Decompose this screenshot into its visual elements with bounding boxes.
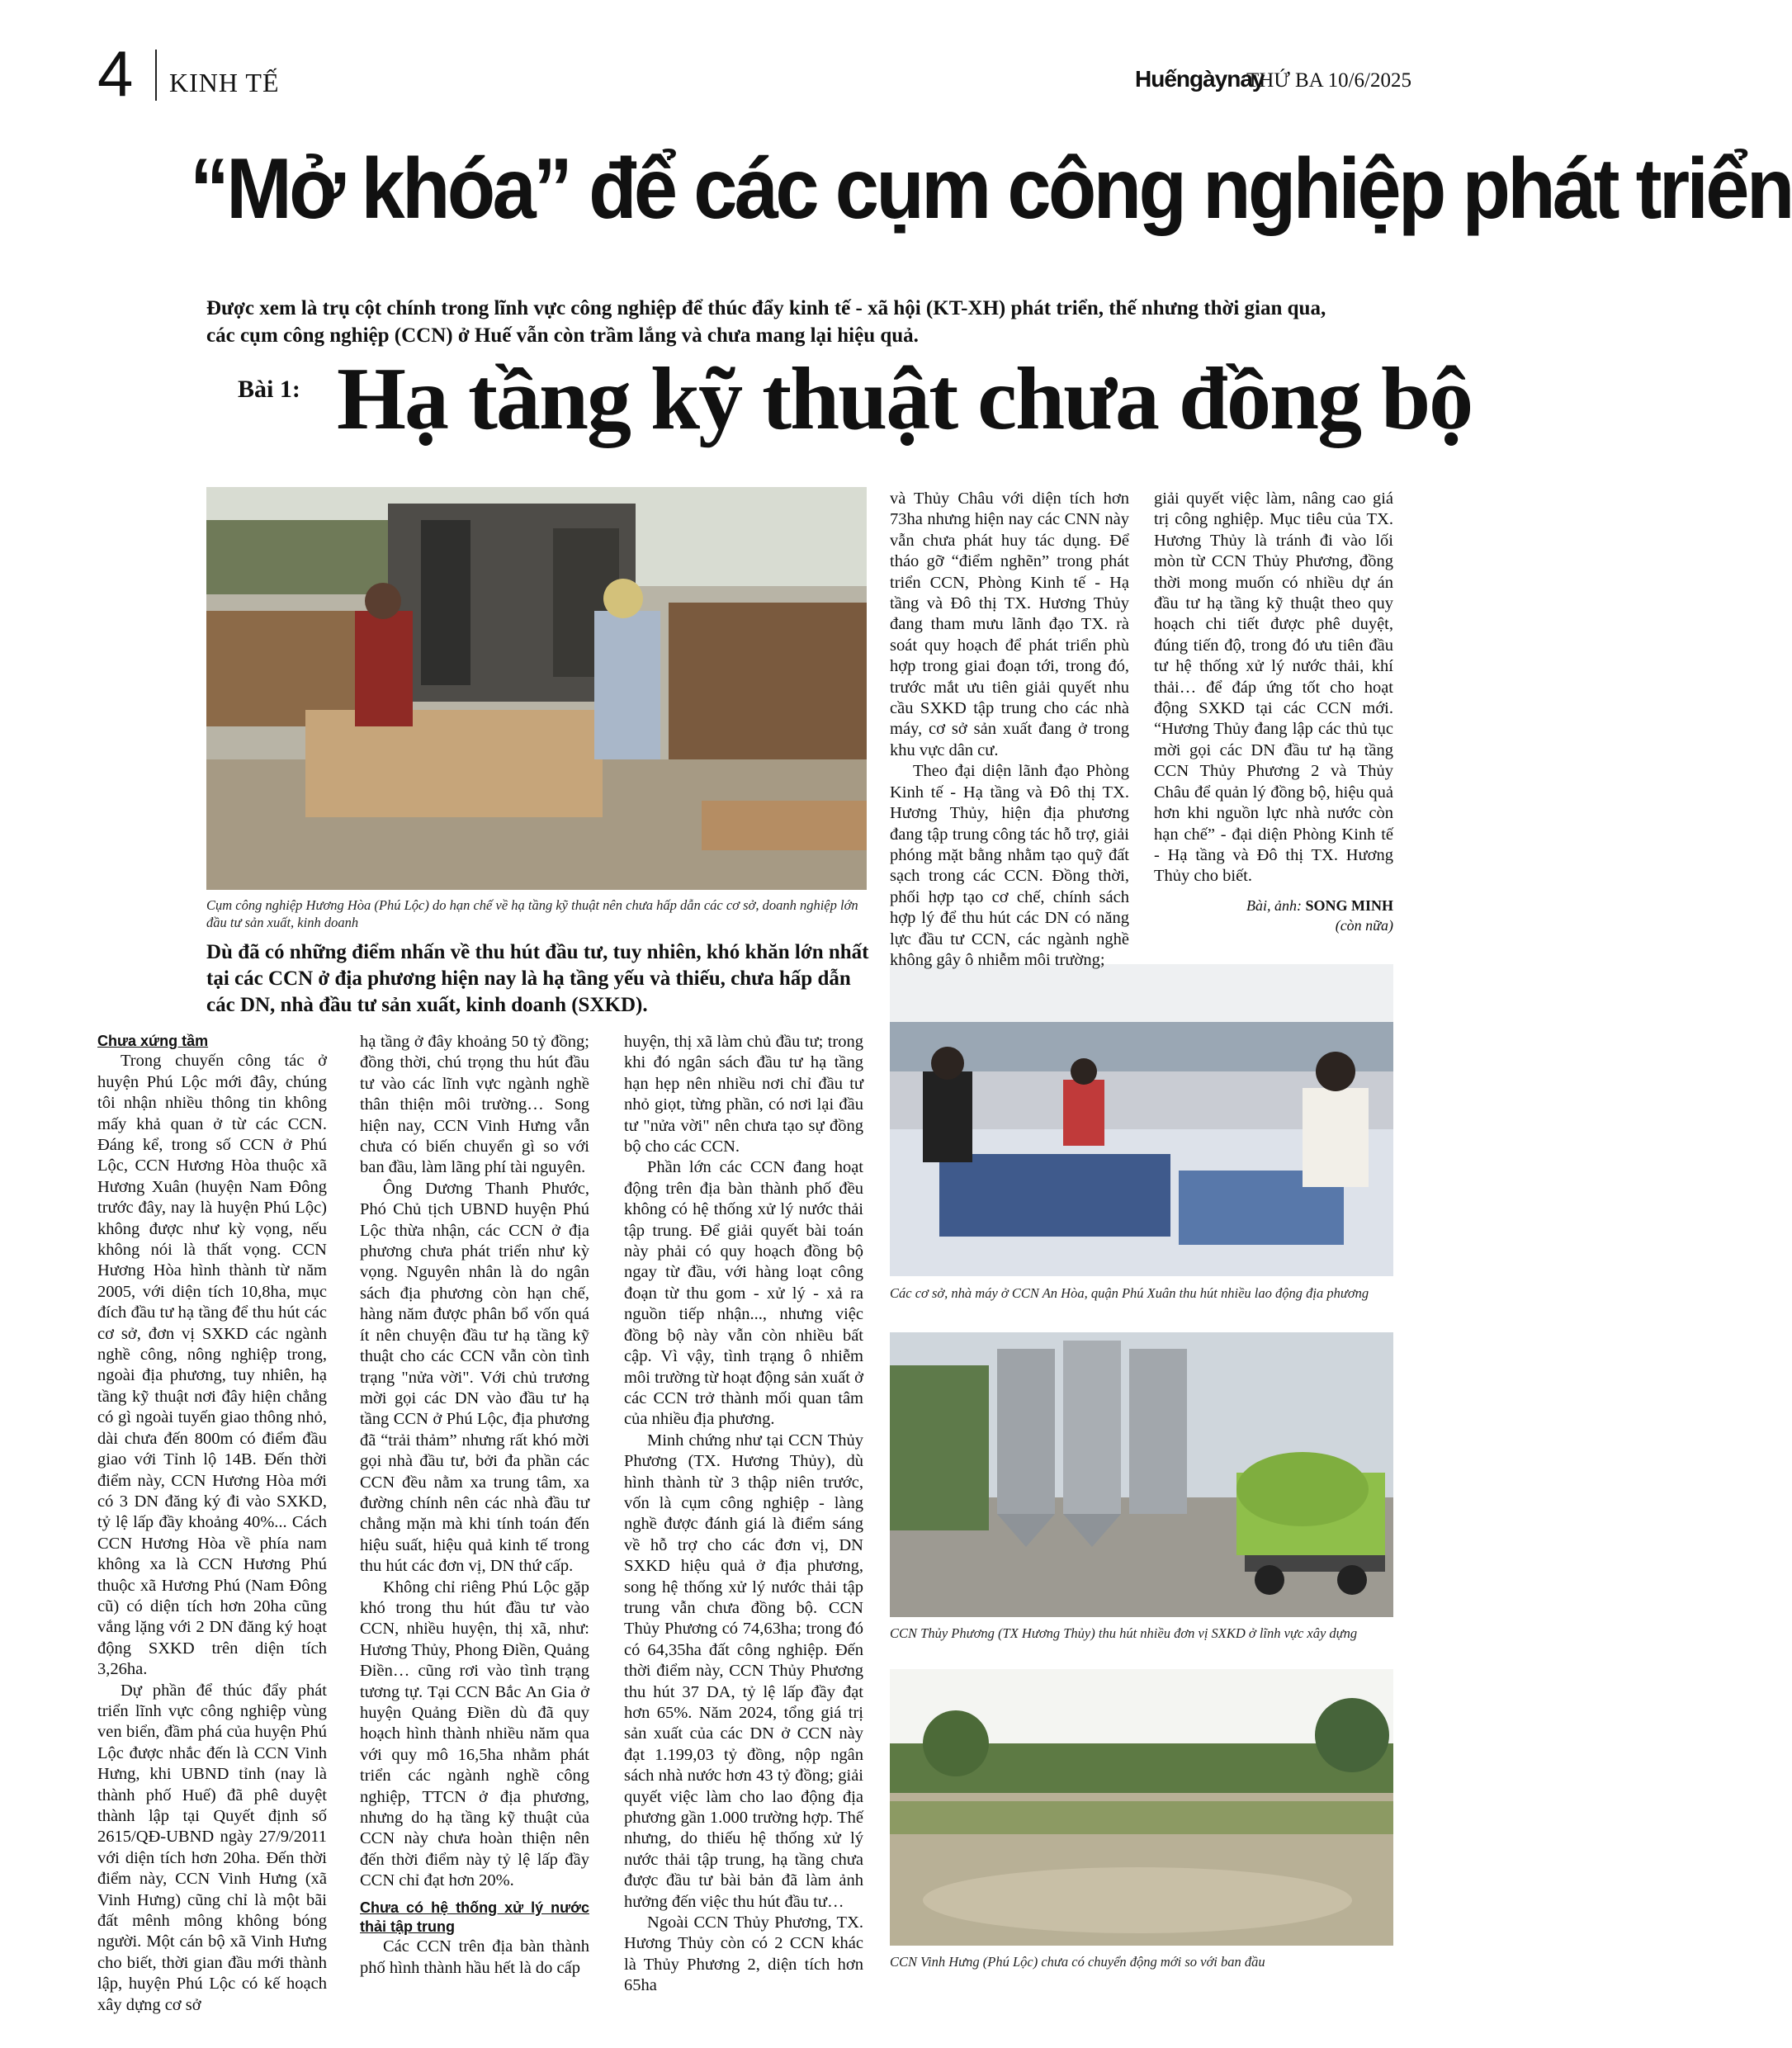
concrete-plant-illustration bbox=[890, 1332, 1393, 1617]
byline-author: SONG MINH bbox=[1305, 896, 1393, 914]
photo-empty-land bbox=[890, 1669, 1393, 1946]
body-paragraph: Không chỉ riêng Phú Lộc gặp khó trong thu hút đầu tư vào CCN, nhiều huyện, thị xã, như: Hương Thủy, Phong Điền, Quảng Điền… cũng rơi vào tình trạng tương tự. Tại CCN Bắc An Gia ở huyện Quảng Điền dù đã quy hoạch hình thành nhiều năm qua với quy mô 16,5ha nhằm phát triển các ngành nghề công nghiệp, TTCN ở địa phương, nhưng do hạ tầng kỹ thuật của CCN này chưa hoàn thiện nên đến thời điểm này tỷ lệ lấp đầy CCN chỉ đạt hơn 20%. bbox=[360, 1577, 589, 1890]
body-paragraph: Ngoài CCN Thủy Phương, TX. Hương Thủy còn có 2 CCN khác là Thủy Phương 2, diện tích hơn 65ha bbox=[624, 1913, 863, 1995]
body-paragraph: hạ tầng ở đây khoảng 50 tỷ đồng; đồng thời, chú trọng thu hút đầu tư vào các lĩnh vực ngành nghề thân thiện môi trường… Song hiện nay, CCN Vinh Hưng vẫn chưa có biến chuyển gì so với ban đầu, làm lãng phí tài nguyên. bbox=[360, 1033, 589, 1177]
body-paragraph: Dự phần để thúc đẩy phát triển lĩnh vực công nghiệp vùng ven biển, đầm phá của huyện Phú Lộc được nhắc đến là CCN Vinh Hưng, khi UBND tỉnh (nay là thành phố Huế) đã phê duyệt thành lập tại Quyết định số 2615/QĐ-UBND ngày 27/9/2011 với diện tích hơn 20ha. Đến thời điểm này, CCN Vinh Hưng (xã Vinh Hưng) cũng chỉ là một bãi đất mênh mông không bóng người. Một cán bộ xã Vinh Hưng cho biết, thời gian đầu mới thành lập, huyện Phú Lộc có kế hoạch xây dựng cơ sở bbox=[97, 1681, 327, 2014]
photo-caption-factory: Các cơ sở, nhà máy ở CCN An Hòa, quận Phú Xuân thu hút nhiều lao động địa phương bbox=[890, 1285, 1369, 1301]
page-number: 4 bbox=[97, 37, 134, 110]
section-heading-not-worthy: Chưa xứng tầm bbox=[97, 1033, 209, 1049]
article-column-3 bbox=[624, 1032, 863, 1997]
empty-land-illustration bbox=[890, 1669, 1393, 1946]
article-headline: “Mở khóa” để các cụm công nghiệp phát triển bbox=[190, 141, 1792, 237]
newspaper-brand: Huếngàynay bbox=[1135, 66, 1265, 92]
byline-label: Bài, ảnh: bbox=[1246, 896, 1302, 914]
sawmill-illustration bbox=[206, 487, 867, 890]
article-column-1 bbox=[97, 1032, 327, 2016]
byline bbox=[1154, 896, 1393, 936]
photo-caption-empty-land: CCN Vinh Hưng (Phú Lộc) chưa có chuyển động mới so với ban đầu bbox=[890, 1954, 1265, 1970]
photo-factory bbox=[890, 964, 1393, 1276]
series-label: Bài 1: bbox=[238, 376, 300, 403]
body-paragraph: Các CCN trên địa bàn thành phố hình thành hầu hết là do cấp bbox=[360, 1937, 589, 1977]
article-column-3-top bbox=[890, 489, 1129, 971]
photo-sawmill bbox=[206, 487, 867, 890]
factory-illustration bbox=[890, 964, 1393, 1276]
article-lead: Được xem là trụ cột chính trong lĩnh vực công nghiệp để thúc đẩy kinh tế - xã hội (KT-XH) phát triển, thế nhưng thời gian qua, các cụm công nghiệp (CCN) ở Huế vẫn còn trầm lắng và chưa mang lại hiệu quả. bbox=[206, 297, 1326, 347]
issue-date: THỨ BA 10/6/2025 bbox=[1246, 69, 1411, 92]
body-paragraph: huyện, thị xã làm chủ đầu tư; trong khi đó ngân sách đầu tư hạ tầng hạn hẹp nên nhiều nơi chỉ đầu tư nhỏ giọt, từng phần, có nơi lại đầu tư "nửa vời" nên chưa tạo sự đồng bộ cho các CCN. bbox=[624, 1033, 863, 1156]
article-column-2 bbox=[360, 1032, 589, 1979]
article-column-4-top bbox=[1154, 489, 1393, 935]
body-paragraph: Trong chuyến công tác ở huyện Phú Lộc mới đây, chúng tôi nhận nhiều thông tin không mấy khả quan ở từ các CCN. Đáng kể, trong số CCN ở Phú Lộc, CCN Hương Hòa thuộc xã Hương Xuân (huyện Nam Đông trước đây, nay là huyện Phú Lộc) không được như kỳ vọng, nếu không nói là thất vọng. CCN Hương Hòa hình thành từ năm 2005, với diện tích 10,8ha, mục đích đầu tư hạ tầng để thu hút các cơ sở, đơn vị SXKD các ngành nghề công, nông nghiệp trong, ngoài địa phương, tuy nhiên, hạ tầng kỹ thuật nơi đây hiện chẳng có gì ngoài tuyến giao thông nhỏ, dài chưa đến 800m có điểm đầu giao với Tỉnh lộ 14B. Đến thời điểm này, CCN Hương Hòa mới có 3 DN đăng ký đi vào SXKD, tỷ lệ lấp đầy khoảng 40%... Cách CCN Hương Hòa về phía nam không xa là CCN Hương Phú thuộc xã Hương Phú (Nam Đông cũ) có diện tích hơn 20ha cũng vắng lặng với 2 DN đăng ký hoạt động SXKD trên diện tích 3,26ha. bbox=[97, 1052, 327, 1679]
body-paragraph: Theo đại diện lãnh đạo Phòng Kinh tế - Hạ tầng và Đô thị TX. Hương Thủy, hiện địa phương đang tập trung công tác hỗ trợ, giải phóng mặt bằng nhằm tạo quỹ đất sạch trong các CCN. Đồng thời, phối hợp tạo cơ chế, chính sách hợp lý để thu hút các DN có năng lực đầu tư CCN, các ngành nghề không gây ô nhiễm môi trường; bbox=[890, 762, 1129, 969]
body-paragraph: giải quyết việc làm, nâng cao giá trị công nghiệp. Mục tiêu của TX. Hương Thủy là tránh đi vào lối mòn từ CCN Thủy Phương, đồng thời mong muốn có nhiều dự án đầu tư hạ tầng kỹ thuật theo quy hoạch chi tiết được phê duyệt, đúng tiến độ, trong đó ưu tiên đầu tư hệ thống xử lý nước thải, khí thải… để đáp ứng tốt cho hoạt động SXKD tại các CCN mới. “Hương Thủy đang lập các thủ tục mời gọi các DN đầu tư hạ tầng CCN Thủy Phương 2 và Thủy Châu để quản lý đồng bộ, hiệu quả hơn khi nguồn lực nhà nước còn hạn chế” - đại diện Phòng Kinh tế - Hạ tầng và Đô thị TX. Hương Thủy cho biết. bbox=[1154, 490, 1393, 886]
section-heading-wastewater: Chưa có hệ thống xử lý nước thải tập trung bbox=[360, 1899, 589, 1936]
article-subheadline: Hạ tầng kỹ thuật chưa đồng bộ bbox=[337, 350, 1473, 448]
continued-note: (còn nữa) bbox=[1335, 917, 1393, 934]
photo-concrete-plant bbox=[890, 1332, 1393, 1617]
body-paragraph: Phần lớn các CCN đang hoạt động trên địa bàn thành phố đều không có hệ thống xử lý nước thải tập trung. Để giải quyết bài toán này phải có quy hoạch đồng bộ ngay từ đầu, với hàng loạt công đoạn từ thu gom - xử lý - xả ra nguồn tiếp nhận..., nhưng việc đồng bộ này vẫn còn nhiều bất cập. Vì vậy, tình trạng ô nhiễm môi trường từ hoạt động sản xuất ở các CCN trở thành mối quan tâm của nhiều địa phương. bbox=[624, 1158, 863, 1429]
body-paragraph: và Thủy Châu với diện tích hơn 73ha nhưng hiện nay các CNN này vẫn chưa phát huy tác dụng. Để tháo gỡ “điểm nghẽn” trong phát triển CCN, Phòng Kinh tế - Hạ tầng và Đô thị TX. Hương Thủy đang tham mưu lãnh đạo TX. rà soát quy hoạch để phát triển phù hợp trong giai đoạn tới, trong đó, trước mắt ưu tiên giải quyết nhu cầu SXKD tập trung cho các nhà máy, cơ sở sản xuất đang ở trong khu vực dân cư. bbox=[890, 490, 1129, 759]
photo-caption-concrete-plant: CCN Thủy Phương (TX Hương Thủy) thu hút nhiều đơn vị SXKD ở lĩnh vực xây dựng bbox=[890, 1625, 1358, 1641]
masthead-divider bbox=[155, 50, 157, 101]
section-name: KINH TẾ bbox=[169, 68, 280, 97]
body-paragraph: Ông Dương Thanh Phước, Phó Chủ tịch UBND huyện Phú Lộc thừa nhận, các CCN ở địa phương chưa phát triển như kỳ vọng. Nguyên nhân là do ngân sách địa phương còn hạn chế, hàng năm được phân bổ vốn quá ít nên chuyện đầu tư hạ tầng kỹ thuật cho các CCN vẫn còn tình trạng "nửa vời". Với chủ trương mời gọi các DN vào đầu tư hạ tầng CCN ở Phú Lộc, địa phương đã “trải thảm” nhưng rất khó mời gọi nhà đầu tư, bởi đa phần các CCN đều nằm xa trung tâm, xa đường chính nên các nhà đầu tư chẳng mặn mà khi tính toán đến hiệu suất, hiệu quả kinh tế trong thu hút các đơn vị, DN thứ cấp. bbox=[360, 1179, 589, 1576]
body-paragraph: Minh chứng như tại CCN Thủy Phương (TX. Hương Thủy), dù hình thành từ 3 thập niên trước, vốn là cụm công nghiệp - làng nghề được đánh giá là điểm sáng về hỗ trợ cho các đơn vị, DN SXKD hiệu quả ở địa phương, song hệ thống xử lý nước thải tập trung vẫn chưa đồng bộ. CCN Thủy Phương có 74,63ha; trong đó có 64,35ha đất công nghiệp. Đến thời điểm này, CCN Thủy Phương thu hút 37 DA, tỷ lệ lấp đầy đạt hơn 65%. Năm 2024, tổng giá trị sản xuất của các DN ở CCN này đạt 1.199,03 tỷ đồng, nộp ngân sách nhà nước hơn 43 tỷ đồng; giải quyết việc làm cho lao động địa phương gần 1.000 trường hợp. Thế nhưng, do thiếu hệ thống xử lý nước thải tập trung, hạ tầng chưa được đầu tư bài bản đã làm ảnh hưởng đến việc thu hút đầu tư… bbox=[624, 1431, 863, 1911]
article-sapo: Dù đã có những điểm nhấn về thu hút đầu tư, tuy nhiên, khó khăn lớn nhất tại các CCN ở địa phương hiện nay là hạ tầng yếu và thiếu, chưa hấp dẫn các DN, nhà đầu tư sản xuất, kinh doanh (SXKD). bbox=[206, 941, 869, 1016]
photo-caption-sawmill: Cụm công nghiệp Hương Hòa (Phú Lộc) do hạn chế về hạ tầng kỹ thuật nên chưa hấp dẫn các cơ sở, doanh nghiệp lớn đầu tư sản xuất, kinh doanh bbox=[206, 897, 858, 931]
